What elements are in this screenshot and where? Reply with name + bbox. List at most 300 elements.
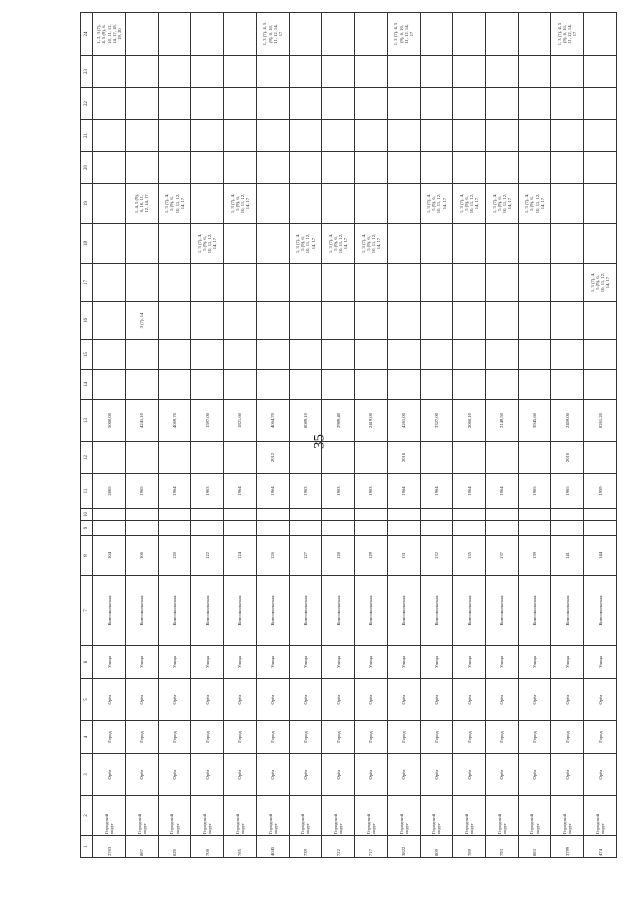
- cell-text: 708: [204, 849, 210, 856]
- table-cell: [256, 224, 289, 264]
- table-cell: [387, 536, 420, 576]
- table-cell: [224, 509, 257, 521]
- table-cell: [551, 474, 584, 509]
- cell-text: Орёл: [139, 694, 145, 705]
- table-cell: [355, 152, 388, 184]
- table-cell: [551, 13, 584, 56]
- cell-text: Орёл: [433, 694, 439, 705]
- cell-text: Комсомольская: [204, 595, 210, 626]
- cell-text: 1963: [302, 486, 308, 496]
- table-cell: [518, 521, 551, 536]
- column-header: 10: [81, 509, 93, 521]
- table-cell: [551, 721, 584, 754]
- cell-text: Улица: [204, 656, 210, 668]
- table-cell: [224, 836, 257, 858]
- table-cell: [551, 302, 584, 340]
- table-cell: [486, 56, 519, 88]
- table-cell: [387, 796, 420, 836]
- table-cell: [289, 442, 322, 474]
- cell-text: 1, 3 (7), 4, 5 (9), 6, 10, 11, 12, 14, 17: [491, 193, 513, 214]
- cell-text: 474: [597, 849, 603, 856]
- table-cell: [289, 536, 322, 576]
- table-cell: [93, 13, 126, 56]
- cell-text: Улица: [368, 656, 374, 668]
- table-cell: [584, 474, 617, 509]
- table-cell: [518, 340, 551, 370]
- table-cell: [322, 509, 355, 521]
- cell-text: 1, 3 (7), 4, 5 (9), 6, 10, 11, 12, 14, 17: [426, 193, 447, 214]
- table-cell: [93, 88, 126, 120]
- column-header: 20: [81, 152, 93, 184]
- table-cell: [584, 56, 617, 88]
- column-header: 17: [81, 264, 93, 302]
- table-cell: [191, 56, 224, 88]
- table-cell: [191, 120, 224, 152]
- table-cell: [486, 370, 519, 400]
- table-cell: [518, 56, 551, 88]
- table-cell: [224, 521, 257, 536]
- cell-text: 887: [139, 849, 145, 856]
- cell-text: Городской округ: [365, 813, 376, 834]
- table-cell: [125, 120, 158, 152]
- table-cell: [289, 13, 322, 56]
- cell-text: Орёл: [204, 694, 210, 705]
- rotated-table-frame: [80, 22, 617, 858]
- table-cell: [453, 340, 486, 370]
- table-cell: [158, 264, 191, 302]
- cell-text: 2149,50: [499, 413, 505, 428]
- table-cell: [322, 56, 355, 88]
- column-header: 14: [81, 370, 93, 400]
- cell-text: 739: [302, 849, 308, 856]
- table-cell: [387, 88, 420, 120]
- cell-text: Комсомольская: [237, 595, 243, 626]
- table-cell: [93, 152, 126, 184]
- table-cell: [518, 13, 551, 56]
- table-cell: [584, 646, 617, 679]
- cell-text: 1, 3 (7), 4, 5 (9), 6, 10, 11, 12, 14, 17: [557, 22, 578, 46]
- cell-text: 1964: [401, 486, 407, 496]
- table-cell: [486, 679, 519, 721]
- cell-text: Город: [532, 731, 538, 743]
- column-header: 7: [81, 576, 93, 646]
- table-cell: [486, 521, 519, 536]
- cell-text: 1, 3 (7), 4, 5 (9), 6, 10, 11, 12, 14, 17: [589, 272, 611, 293]
- table-cell: [551, 536, 584, 576]
- table-cell: [420, 120, 453, 152]
- cell-text: Город: [401, 731, 407, 743]
- table-cell: [387, 754, 420, 796]
- cell-text: Город: [466, 731, 472, 743]
- table-cell: [322, 721, 355, 754]
- table-cell: [453, 120, 486, 152]
- table-cell: [224, 576, 257, 646]
- table-cell: [93, 56, 126, 88]
- table-cell: [355, 796, 388, 836]
- table-cell: [125, 679, 158, 721]
- table-cell: [256, 302, 289, 340]
- table-cell: [93, 340, 126, 370]
- table-cell: [420, 836, 453, 858]
- table-cell: [355, 88, 388, 120]
- table-cell: [289, 521, 322, 536]
- cell-text: Город: [270, 731, 276, 743]
- cell-text: 1964: [237, 486, 243, 496]
- table-cell: [289, 152, 322, 184]
- table-cell: [158, 646, 191, 679]
- cell-text: Орёл: [335, 769, 341, 780]
- table-cell: [551, 442, 584, 474]
- table-row: [158, 13, 191, 858]
- table-cell: [420, 576, 453, 646]
- table-cell: [584, 521, 617, 536]
- table-cell: [289, 224, 322, 264]
- table-cell: [355, 224, 388, 264]
- cell-text: 1965: [532, 486, 538, 496]
- table-cell: [125, 474, 158, 509]
- table-cell: [584, 340, 617, 370]
- table-cell: [125, 56, 158, 88]
- table-cell: [518, 536, 551, 576]
- table-cell: [387, 646, 420, 679]
- table-cell: [289, 836, 322, 858]
- table-cell: [125, 224, 158, 264]
- table-cell: [289, 646, 322, 679]
- cell-text: 2060,10: [466, 413, 472, 428]
- table-cell: [387, 264, 420, 302]
- table-cell: [322, 646, 355, 679]
- column-header: 2: [81, 796, 93, 836]
- column-header: 24: [81, 13, 93, 56]
- table-cell: [551, 754, 584, 796]
- cell-text: Орёл: [466, 694, 472, 705]
- cell-text: 1964: [171, 486, 177, 496]
- table-cell: [486, 536, 519, 576]
- cell-text: 135: [466, 552, 472, 559]
- housing-register-table: [80, 12, 617, 858]
- cell-text: Комсомольская: [368, 595, 374, 626]
- table-cell: [191, 509, 224, 521]
- cell-text: 4241,10: [139, 413, 145, 428]
- table-cell: [420, 302, 453, 340]
- table-cell: [387, 340, 420, 370]
- table-cell: [158, 152, 191, 184]
- table-cell: [322, 13, 355, 56]
- cell-text: 2005: [106, 486, 112, 496]
- cell-text: 2989,40: [335, 413, 341, 428]
- table-cell: [191, 302, 224, 340]
- table-cell: [158, 509, 191, 521]
- cell-text: 127: [302, 552, 308, 559]
- table-cell: [355, 679, 388, 721]
- table-cell: [191, 646, 224, 679]
- table-cell: [387, 400, 420, 442]
- table-cell: [453, 679, 486, 721]
- table-cell: [224, 224, 257, 264]
- table-cell: [355, 509, 388, 521]
- cell-text: 722: [335, 849, 341, 856]
- table-cell: [93, 400, 126, 442]
- table-cell: [93, 679, 126, 721]
- table-cell: [289, 88, 322, 120]
- table-row: [518, 13, 551, 858]
- table-cell: [289, 576, 322, 646]
- table-cell: [420, 509, 453, 521]
- table-cell: [518, 576, 551, 646]
- table-cell: [420, 152, 453, 184]
- table-cell: [322, 340, 355, 370]
- table-cell: [387, 56, 420, 88]
- table-cell: [93, 264, 126, 302]
- cell-text: Орёл: [499, 769, 505, 780]
- table-cell: [256, 721, 289, 754]
- table-cell: [420, 264, 453, 302]
- table-cell: [256, 340, 289, 370]
- table-cell: [125, 152, 158, 184]
- cell-text: Улица: [335, 656, 341, 668]
- cell-text: Орёл: [302, 769, 308, 780]
- table-cell: [486, 340, 519, 370]
- column-header: 22: [81, 88, 93, 120]
- cell-text: 1, 3 (7), 4, 5 (9), 6, 10, 11, 12, 14, 17: [458, 193, 480, 214]
- cell-text: Городской округ: [496, 813, 507, 834]
- table-cell: [453, 796, 486, 836]
- table-cell: [584, 679, 617, 721]
- cell-text: Улица: [532, 656, 538, 668]
- table-cell: [93, 224, 126, 264]
- table-cell: [322, 679, 355, 721]
- table-cell: [93, 836, 126, 858]
- table-row: [420, 13, 453, 858]
- table-cell: [551, 509, 584, 521]
- cell-text: Комсомольская: [335, 595, 341, 626]
- table-cell: [551, 836, 584, 858]
- table-row: [289, 13, 322, 858]
- table-cell: [387, 576, 420, 646]
- table-cell: [289, 184, 322, 224]
- cell-text: 3945,60: [532, 413, 538, 428]
- table-cell: [420, 721, 453, 754]
- cell-text: 1965: [139, 486, 145, 496]
- table-cell: [93, 536, 126, 576]
- table-cell: [125, 796, 158, 836]
- cell-text: Город: [302, 731, 308, 743]
- table-cell: [518, 754, 551, 796]
- cell-text: Город: [564, 731, 570, 743]
- table-cell: [551, 679, 584, 721]
- cell-text: Орёл: [139, 769, 145, 780]
- cell-text: 793: [499, 849, 505, 856]
- column-header: 4: [81, 721, 93, 754]
- table-cell: [125, 509, 158, 521]
- cell-text: 820: [171, 849, 177, 856]
- cell-text: Комсомольская: [499, 595, 505, 626]
- table-cell: [256, 13, 289, 56]
- table-cell: [584, 721, 617, 754]
- cell-text: 144: [597, 552, 603, 559]
- cell-text: Орёл: [597, 694, 603, 705]
- cell-text: Орёл: [532, 694, 538, 705]
- cell-text: 124: [237, 552, 243, 559]
- table-cell: [551, 646, 584, 679]
- table-cell: [453, 646, 486, 679]
- table-cell: [387, 184, 420, 224]
- table-cell: [256, 152, 289, 184]
- table-cell: [322, 264, 355, 302]
- table-cell: [191, 400, 224, 442]
- table-cell: [387, 442, 420, 474]
- page-number: 35: [311, 434, 328, 449]
- table-cell: [486, 836, 519, 858]
- table-cell: [93, 120, 126, 152]
- cell-text: Улица: [237, 656, 243, 668]
- cell-text: Город: [106, 731, 112, 743]
- table-cell: [289, 796, 322, 836]
- cell-text: Комсомольская: [433, 595, 439, 626]
- table-cell: [224, 679, 257, 721]
- table-cell: [453, 474, 486, 509]
- column-header: 11: [81, 474, 93, 509]
- table-cell: [158, 302, 191, 340]
- table-cell: [453, 836, 486, 858]
- table-cell: [486, 721, 519, 754]
- cell-text: Орёл: [368, 769, 374, 780]
- table-cell: [486, 576, 519, 646]
- table-cell: [518, 400, 551, 442]
- cell-text: 3799: [564, 846, 570, 856]
- cell-text: Орёл: [597, 769, 603, 780]
- table-cell: [256, 264, 289, 302]
- table-cell: [125, 13, 158, 56]
- table-cell: [551, 184, 584, 224]
- table-cell: [420, 442, 453, 474]
- table-cell: [256, 836, 289, 858]
- table-cell: [518, 152, 551, 184]
- table-cell: [584, 302, 617, 340]
- table-cell: [158, 721, 191, 754]
- table-cell: [191, 88, 224, 120]
- cell-text: Город: [237, 731, 243, 743]
- table-cell: [486, 796, 519, 836]
- column-header: 18: [81, 224, 93, 264]
- cell-text: Город: [368, 731, 374, 743]
- cell-text: 5000,00: [106, 413, 112, 428]
- table-cell: [158, 521, 191, 536]
- table-cell: [387, 302, 420, 340]
- table-cell: [191, 442, 224, 474]
- table-cell: [355, 370, 388, 400]
- table-row: [355, 13, 388, 858]
- table-cell: [289, 302, 322, 340]
- cell-text: 1964: [270, 486, 276, 496]
- table-row: [584, 13, 617, 858]
- table-cell: [224, 721, 257, 754]
- cell-text: Комсомольская: [401, 595, 407, 626]
- cell-text: Комсомольская: [171, 595, 177, 626]
- column-header: 16: [81, 302, 93, 340]
- table-cell: [256, 442, 289, 474]
- table-cell: [256, 576, 289, 646]
- table-cell: [125, 721, 158, 754]
- table-cell: [289, 264, 322, 302]
- table-row: [125, 13, 158, 858]
- table-cell: [420, 646, 453, 679]
- table-row: [486, 13, 519, 858]
- cell-text: Городской округ: [529, 813, 540, 834]
- table-cell: [387, 679, 420, 721]
- table-cell: [158, 442, 191, 474]
- table-cell: [420, 679, 453, 721]
- table-cell: [453, 224, 486, 264]
- table-cell: [486, 184, 519, 224]
- cell-text: 106: [139, 552, 145, 559]
- table-cell: [453, 302, 486, 340]
- table-cell: [289, 370, 322, 400]
- header-row: [81, 13, 93, 858]
- cell-text: Улица: [106, 656, 112, 668]
- cell-text: Орёл: [499, 694, 505, 705]
- table-cell: [486, 224, 519, 264]
- table-cell: [125, 754, 158, 796]
- table-cell: [486, 152, 519, 184]
- cell-text: 104: [106, 552, 112, 559]
- table-cell: [125, 340, 158, 370]
- table-cell: [191, 474, 224, 509]
- cell-text: Город: [597, 731, 603, 743]
- table-cell: [125, 370, 158, 400]
- table-cell: [420, 754, 453, 796]
- table-cell: [289, 120, 322, 152]
- cell-text: Городской округ: [333, 813, 344, 834]
- cell-text: 785: [237, 849, 243, 856]
- table-row: [224, 13, 257, 858]
- cell-text: 129: [368, 552, 374, 559]
- table-cell: [256, 400, 289, 442]
- cell-text: Улица: [401, 656, 407, 668]
- table-cell: [387, 370, 420, 400]
- cell-text: Город: [335, 731, 341, 743]
- table-cell: [420, 224, 453, 264]
- table-cell: [256, 184, 289, 224]
- table-cell: [355, 474, 388, 509]
- table-cell: [453, 536, 486, 576]
- table-cell: [256, 646, 289, 679]
- table-cell: [289, 56, 322, 88]
- cell-text: 1, 4, 5 (9), 6, 10, 11, 12, 14, 17: [134, 193, 150, 214]
- table-cell: [256, 536, 289, 576]
- cell-text: 1597,00: [204, 413, 210, 428]
- table-cell: [322, 400, 355, 442]
- table-cell: [584, 88, 617, 120]
- table-cell: [518, 836, 551, 858]
- table-cell: [355, 13, 388, 56]
- cell-text: 1, 3 (7), 4, 5 (9), 6, 10, 11, 12, 14, 17: [262, 22, 283, 46]
- table-cell: [518, 442, 551, 474]
- table-cell: [158, 184, 191, 224]
- table-cell: [584, 754, 617, 796]
- cell-text: 1, 3 (7), 4, 5 (9), 6, 10, 11, 12, 14, 17: [360, 233, 382, 254]
- table-cell: [224, 400, 257, 442]
- table-cell: [191, 224, 224, 264]
- cell-text: 1, 2, 3 (7), 4, 5 (9), 6, 10, 11, 12, 14, 17, 18, 19, 20: [96, 24, 122, 44]
- cell-text: Орёл: [106, 694, 112, 705]
- table-cell: [125, 576, 158, 646]
- table-cell: [420, 370, 453, 400]
- table-cell: [453, 152, 486, 184]
- table-cell: [551, 88, 584, 120]
- cell-text: Город: [433, 731, 439, 743]
- cell-text: Городской округ: [398, 813, 409, 834]
